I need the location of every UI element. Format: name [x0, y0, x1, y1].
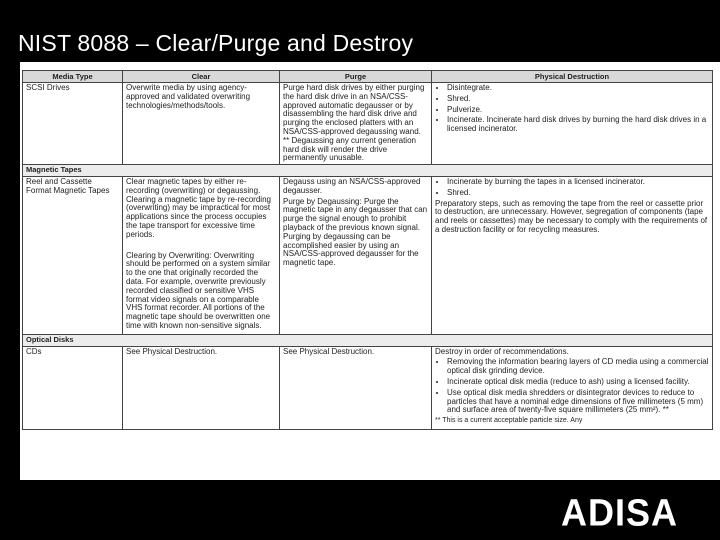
- section-heading-optical-disks: Optical Disks: [23, 334, 713, 346]
- destruction-list-scsi: [435, 84, 709, 134]
- clear-paragraph: Clear magnetic tapes by either re-recording (overwriting) or degaussing. Clearing a magnetic tape by re-recording (overwriting) may be impractical for most applications since the process occupies the tape transport for excessive time periods.: [126, 176, 271, 239]
- cell-media-cds: CDs: [23, 346, 123, 429]
- particle-size-note: ** This is a current acceptable particle size. Any: [435, 417, 583, 425]
- sanitization-table: [22, 70, 713, 430]
- cell-destruction-cds: [432, 346, 713, 429]
- table-header-row: [23, 71, 713, 83]
- purge-paragraph: Degauss using an NSA/CSS-approved degausser.: [283, 176, 421, 195]
- list-item: • Removing the information bearing layers of CD media using a commercial optical disk grinding device.: [447, 358, 709, 376]
- document-page: [20, 62, 720, 480]
- list-item: • Shred.: [447, 95, 709, 104]
- cell-clear-scsi: Overwrite media by using agency-approved and validated overwriting technologies/methods/tools.: [123, 83, 280, 165]
- destruction-list-tapes: [435, 178, 709, 198]
- slide-title: NIST 8088 – Clear/Purge and Destroy: [18, 30, 414, 56]
- section-heading-magnetic-tapes: Magnetic Tapes: [23, 165, 713, 177]
- cell-purge-scsi: Purge hard disk drives by either purging the hard disk drive in an NSA/CSS-approved automatic degausser or by disassembling the hard disk drive and purging the enclosed platters with an NSA/CSS-approved degaussing wand. ** Degaussing any current generation hard disk will render the drive permanently unusable.: [280, 83, 432, 165]
- cell-media-scsi: SCSI Drives: [23, 83, 123, 165]
- destruction-intro: Destroy in order of recommendations.: [435, 346, 569, 356]
- list-item: • Incinerate optical disk media (reduce to ash) using a licensed facility.: [447, 378, 709, 387]
- cell-media-tapes: Reel and Cassette Format Magnetic Tapes: [23, 176, 123, 334]
- column-header-clear: Clear: [123, 71, 280, 83]
- list-item: • Disintegrate.: [447, 84, 709, 93]
- clear-paragraph: Clearing by Overwriting: Overwriting should be performed on a system similar to the one that originally recorded the data. For example, overwrite previously recorded classified or sensitive VHS format video signals on a comparable VHS format recorder. All portions of the magnetic tape should be overwritten one time with known non-sensitive signals.: [126, 250, 271, 330]
- adisa-logo: ADISA: [560, 490, 678, 534]
- list-item: • Incinerate by burning the tapes in a licensed incinerator.: [447, 178, 709, 187]
- list-item: • Use optical disk media shredders or disintegrator devices to reduce to particles that have a nominal edge dimensions of five millimeters (5 mm) and surface area of twenty-five square millimeters (25 mm²). **: [447, 389, 709, 415]
- list-item: • Shred.: [447, 189, 709, 198]
- column-header-physical-destruction: Physical Destruction: [432, 71, 713, 83]
- section-row-magnetic-tapes: [23, 165, 713, 177]
- cell-clear-cds: See Physical Destruction.: [123, 346, 280, 429]
- table-row-cds: [23, 346, 713, 429]
- cell-destruction-tapes: [432, 176, 713, 334]
- destruction-list-cds: [435, 358, 709, 415]
- list-item: • Incinerate. Incinerate hard disk drives by burning the hard disk drives in a licensed incinerator.: [447, 116, 709, 134]
- section-row-optical-disks: [23, 334, 713, 346]
- cell-purge-tapes: [280, 176, 432, 334]
- column-header-purge: Purge: [280, 71, 432, 83]
- cell-clear-tapes: [123, 176, 280, 334]
- destruction-note: Preparatory steps, such as removing the tape from the reel or cassette prior to destruction, are unnecessary. However, segregation of components (tape and reels or cassettes) may be necessary to comply with the requirements of a destruction facility or for recycling measures.: [435, 198, 708, 234]
- cell-purge-cds: See Physical Destruction.: [280, 346, 432, 429]
- table-row-magnetic-tapes: [23, 176, 713, 334]
- purge-paragraph: Purge by Degaussing: Purge the magnetic tape in any degausser that can purge the signal enough to prohibit playback of the previous known signal. Purging by degaussing can be accomplished easier by using an NSA/CSS-approved degausser for the magnetic tape.: [283, 196, 428, 268]
- table-row-scsi: [23, 83, 713, 165]
- list-item: • Pulverize.: [447, 106, 709, 115]
- column-header-media-type: Media Type: [23, 71, 123, 83]
- cell-destruction-scsi: [432, 83, 713, 165]
